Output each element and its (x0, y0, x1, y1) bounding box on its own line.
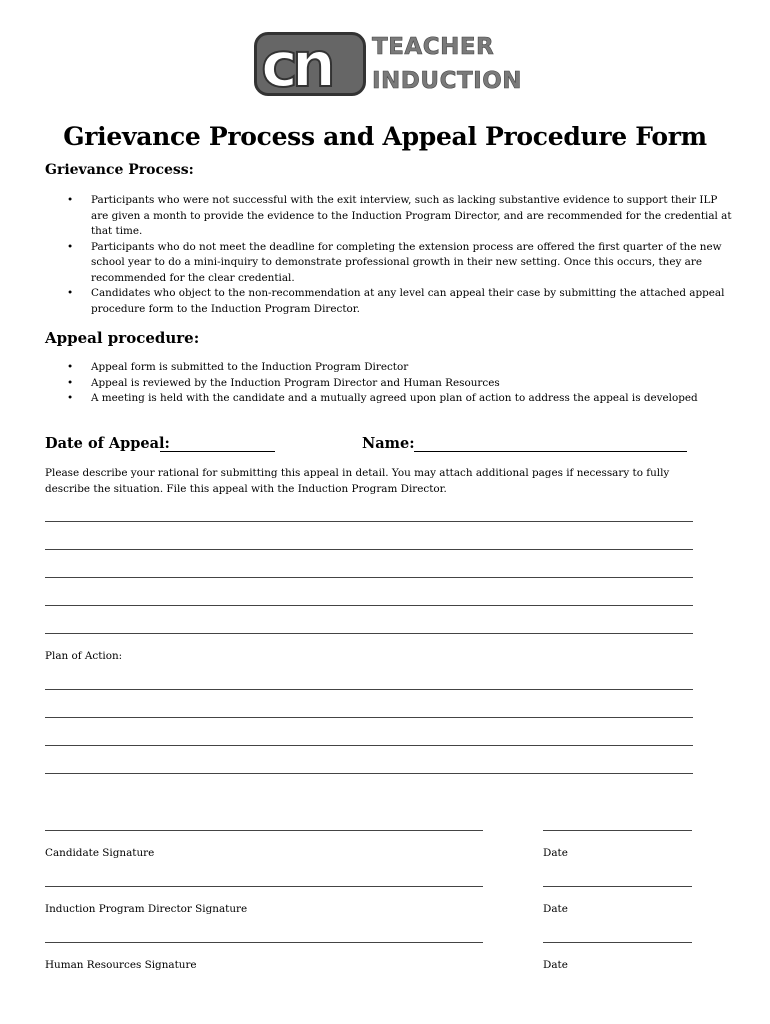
plan-line[interactable] (45, 717, 693, 718)
appeal-item: • A meeting is held with the candidate and a mutually agreed upon plan of action to address the appeal is developed (45, 391, 735, 407)
rationale-line[interactable] (45, 605, 693, 606)
candidate-signature-label: Candidate Signature (45, 847, 155, 859)
appeal-item: • Appeal form is submitted to the Induction Program Director (45, 360, 735, 376)
candidate-date-label: Date (543, 847, 568, 859)
logo-text-line1: TEACHER (372, 34, 495, 60)
appeal-heading: Appeal procedure: (45, 329, 200, 347)
name-field[interactable] (414, 451, 687, 452)
director-date-label: Date (543, 903, 568, 915)
director-signature-line[interactable] (45, 886, 483, 887)
grievance-list (45, 193, 735, 317)
date-of-appeal-label: Date of Appeal: (45, 435, 170, 452)
logo-mark (254, 28, 366, 101)
teacher-induction-logo (254, 28, 524, 101)
director-signature-label: Induction Program Director Signature (45, 903, 248, 915)
plan-of-action-label: Plan of Action: (45, 650, 123, 662)
rationale-line[interactable] (45, 521, 693, 522)
plan-line[interactable] (45, 773, 693, 774)
instructions-text: Please describe your rational for submitting this appeal in detail. You may attach additional pages if necessary to fully describe the situation. File this appeal with the Induction Program Director. (45, 467, 670, 495)
director-date-line[interactable] (543, 886, 692, 887)
logo-letters: cn (261, 28, 330, 101)
date-of-appeal-field[interactable] (160, 451, 275, 452)
logo-text-line2: INDUCTION (372, 68, 523, 94)
candidate-signature-line[interactable] (45, 830, 483, 831)
grievance-item: • Candidates who object to the non-recommendation at any level can appeal their case by submitting the attached appeal procedure form to the Induction Program Director. (45, 286, 735, 317)
name-label: Name: (362, 435, 415, 452)
grievance-item: • Participants who were not successful with the exit interview, such as lacking substantive evidence to support their ILP are given a month to provide the evidence to the Induction Program Director, and are recommended for the credential at that time. (45, 193, 735, 240)
appeal-item: • Appeal is reviewed by the Induction Program Director and Human Resources (45, 376, 735, 392)
hr-signature-label: Human Resources Signature (45, 959, 197, 971)
page-title: Grievance Process and Appeal Procedure Form (63, 122, 707, 151)
rationale-line[interactable] (45, 577, 693, 578)
hr-date-label: Date (543, 959, 568, 971)
appeal-list (45, 360, 735, 407)
grievance-heading: Grievance Process: (45, 162, 194, 178)
hr-signature-line[interactable] (45, 942, 483, 943)
plan-line[interactable] (45, 745, 693, 746)
candidate-date-line[interactable] (543, 830, 692, 831)
plan-line[interactable] (45, 689, 693, 690)
hr-date-line[interactable] (543, 942, 692, 943)
rationale-line[interactable] (45, 633, 693, 634)
rationale-line[interactable] (45, 549, 693, 550)
grievance-item: • Participants who do not meet the deadline for completing the extension process are offered the first quarter of the new school year to do a mini-inquiry to demonstrate professional growth in their new setting. Once this occurs, they are recommended for the clear credential. (45, 240, 735, 287)
